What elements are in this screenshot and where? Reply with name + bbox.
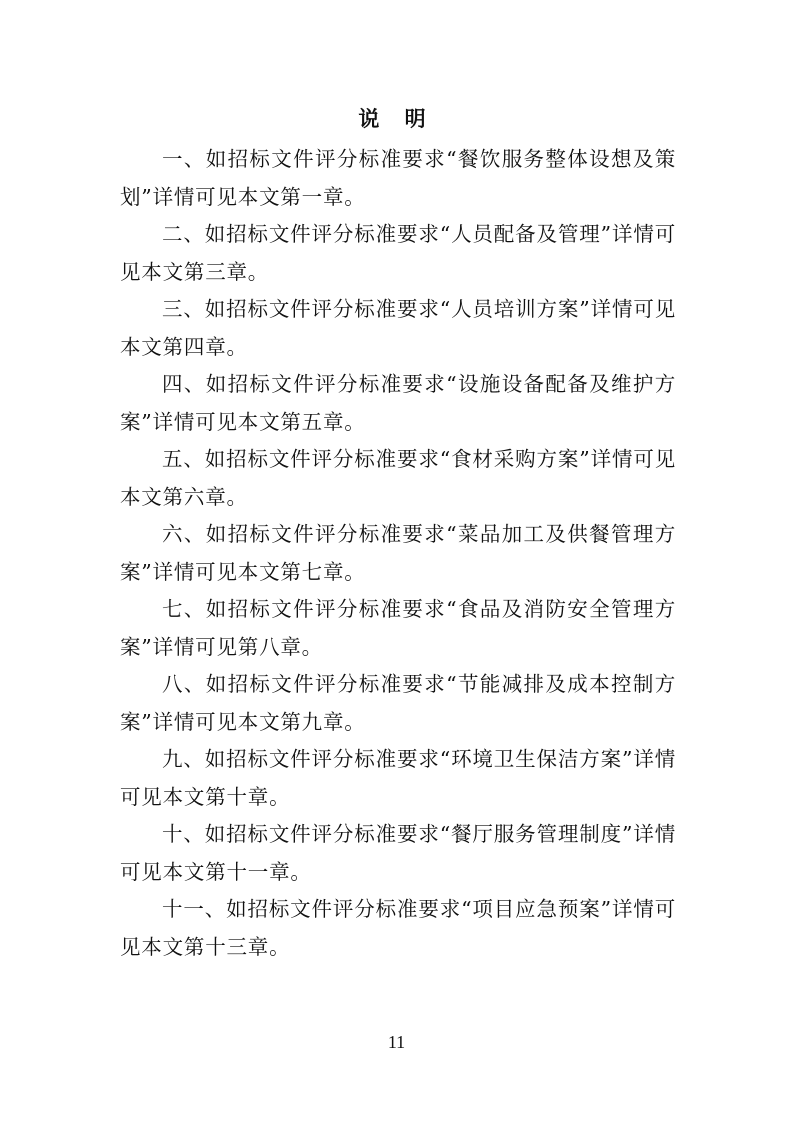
list-item: 七、如招标文件评分标准要求“食品及消防安全管理方案”详情可见第八章。 <box>120 597 676 659</box>
list-item: 八、如招标文件评分标准要求“节能减排及成本控制方案”详情可见本文第九章。 <box>120 672 676 734</box>
list-item: 十、如招标文件评分标准要求“餐厅服务管理制度”详情可见本文第十一章。 <box>120 822 676 884</box>
list-item: 九、如招标文件评分标准要求“环境卫生保洁方案”详情可见本文第十章。 <box>120 747 676 809</box>
list-item: 十一、如招标文件评分标准要求“项目应急预案”详情可见本文第十三章。 <box>120 897 676 959</box>
document-body <box>120 141 676 966</box>
list-item: 六、如招标文件评分标准要求“菜品加工及供餐管理方案”详情可见本文第七章。 <box>120 522 676 584</box>
list-item: 五、如招标文件评分标准要求“食材采购方案”详情可见本文第六章。 <box>120 447 676 509</box>
list-item: 三、如招标文件评分标准要求“人员培训方案”详情可见本文第四章。 <box>120 297 676 359</box>
list-item: 一、如招标文件评分标准要求“餐饮服务整体设想及策划”详情可见本文第一章。 <box>120 147 676 209</box>
page-number: 11 <box>387 1032 406 1052</box>
list-item: 二、如招标文件评分标准要求“人员配备及管理”详情可见本文第三章。 <box>120 222 676 284</box>
page-title: 说 明 <box>358 106 435 131</box>
list-item: 四、如招标文件评分标准要求“设施设备配备及维护方案”详情可见本文第五章。 <box>120 372 676 434</box>
